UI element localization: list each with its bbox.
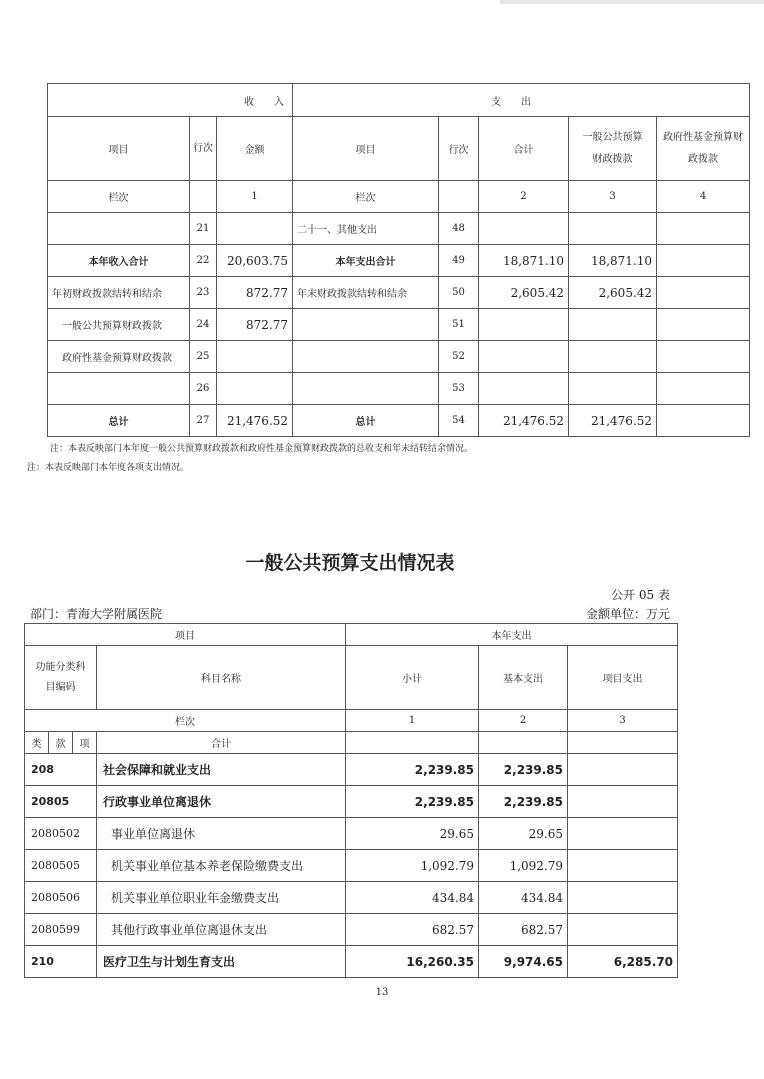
row-basic: 682.57 [479, 914, 568, 946]
row-subtotal: 2,239.85 [346, 786, 479, 818]
col-amount: 金额 [217, 117, 293, 181]
expense-fund [657, 277, 750, 309]
row-name: 机关事业单位职业年金缴费支出 [97, 882, 346, 914]
income-item: 总计 [48, 405, 190, 437]
row-code: 2080506 [25, 882, 97, 914]
expense-general [569, 309, 657, 341]
expense-item: 本年支出合计 [293, 245, 439, 277]
expense-fund [657, 245, 750, 277]
page-title: 一般公共预算支出情况表 [245, 552, 455, 574]
income-line: 23 [190, 277, 217, 309]
note-2: 注：本表反映部门本年度各项支出情况。 [27, 463, 190, 473]
table-row [25, 914, 678, 946]
expense-general: 2,605.42 [569, 277, 657, 309]
header-subtotal: 小计 [346, 646, 479, 710]
top-edge-shade [500, 0, 764, 4]
income-amount: 872.77 [217, 277, 293, 309]
expense-header: 支 出 [293, 84, 750, 117]
row-code: 210 [25, 946, 97, 978]
expense-total: 18,871.10 [479, 245, 569, 277]
lanci-right: 栏次 [293, 181, 439, 213]
table-row [48, 405, 750, 437]
expense-line: 48 [439, 213, 479, 245]
income-line: 21 [190, 213, 217, 245]
row-basic: 2,239.85 [479, 754, 568, 786]
table-row [48, 341, 750, 373]
index-3: 3 [568, 710, 678, 732]
empty-cell [346, 732, 479, 754]
table-row [48, 277, 750, 309]
col-item-right: 项目 [293, 117, 439, 181]
row-basic: 1,092.79 [479, 850, 568, 882]
row-basic: 29.65 [479, 818, 568, 850]
expense-fund [657, 373, 750, 405]
expense-fund [657, 341, 750, 373]
income-item [48, 373, 190, 405]
row-project [568, 914, 678, 946]
index-2: 2 [479, 710, 568, 732]
row-basic: 2,239.85 [479, 786, 568, 818]
empty-cell [479, 732, 568, 754]
row-project: 6,285.70 [568, 946, 678, 978]
income-line: 25 [190, 341, 217, 373]
row-name: 其他行政事业单位离退休支出 [97, 914, 346, 946]
col-item-left: 项目 [48, 117, 190, 181]
row-subtotal: 16,260.35 [346, 946, 479, 978]
row-name: 行政事业单位离退休 [97, 786, 346, 818]
row-name: 社会保障和就业支出 [97, 754, 346, 786]
lanci-row-label: 栏次 [25, 710, 346, 732]
col-line-left: 行次 [190, 117, 217, 181]
expense-fund [657, 213, 750, 245]
row-code: 2080502 [25, 818, 97, 850]
income-amount [217, 213, 293, 245]
expense-item [293, 341, 439, 373]
income-line: 22 [190, 245, 217, 277]
lanci-left: 栏次 [48, 181, 190, 213]
expense-general: 18,871.10 [569, 245, 657, 277]
table-row [48, 245, 750, 277]
income-item: 一般公共预算财政拨款 [48, 309, 190, 341]
row-code: 20805 [25, 786, 97, 818]
col-total: 合计 [479, 117, 569, 181]
header-project: 项目支出 [568, 646, 678, 710]
empty-cell [190, 181, 217, 213]
income-item: 年初财政拨款结转和结余 [48, 277, 190, 309]
header-basic: 基本支出 [479, 646, 568, 710]
row-subtotal: 29.65 [346, 818, 479, 850]
expense-fund [657, 309, 750, 341]
row-project [568, 754, 678, 786]
index-1: 1 [346, 710, 479, 732]
page-number: 13 [375, 987, 389, 998]
header-item: 项目 [25, 624, 346, 646]
col-lei: 类 [25, 732, 49, 754]
income-item: 本年收入合计 [48, 245, 190, 277]
income-amount: 20,603.75 [217, 245, 293, 277]
fiscal-summary-table [47, 83, 750, 437]
expense-general: 21,476.52 [569, 405, 657, 437]
table-row [25, 850, 678, 882]
expense-line: 51 [439, 309, 479, 341]
col-fund-budget: 政府性基金预算财政拨款 [657, 117, 750, 181]
table-row [25, 882, 678, 914]
header-year-expense: 本年支出 [346, 624, 678, 646]
table-row [25, 786, 678, 818]
income-item [48, 213, 190, 245]
index-4: 4 [657, 181, 750, 213]
table-row [48, 213, 750, 245]
expense-line: 49 [439, 245, 479, 277]
income-amount [217, 373, 293, 405]
expense-total: 21,476.52 [479, 405, 569, 437]
row-subtotal: 434.84 [346, 882, 479, 914]
expense-item: 总计 [293, 405, 439, 437]
expense-general [569, 373, 657, 405]
index-1: 1 [217, 181, 293, 213]
empty-cell [439, 181, 479, 213]
row-project [568, 818, 678, 850]
header-name: 科目名称 [97, 646, 346, 710]
table-row [48, 309, 750, 341]
table-row [25, 754, 678, 786]
income-amount [217, 341, 293, 373]
income-header: 收 入 [48, 84, 293, 117]
empty-cell [568, 732, 678, 754]
row-project [568, 850, 678, 882]
expense-fund [657, 405, 750, 437]
row-basic: 434.84 [479, 882, 568, 914]
expense-general [569, 213, 657, 245]
income-line: 26 [190, 373, 217, 405]
expense-total [479, 373, 569, 405]
expense-total [479, 309, 569, 341]
income-line: 24 [190, 309, 217, 341]
form-number: 公开 05 表 [611, 588, 670, 602]
note-1: 注：本表反映部门本年度一般公共预算财政拨款和政府性基金预算财政拨款的总收支和年末结转结余情况。 [50, 444, 474, 454]
expense-total: 2,605.42 [479, 277, 569, 309]
row-subtotal: 682.57 [346, 914, 479, 946]
row-code: 2080599 [25, 914, 97, 946]
row-name: 医疗卫生与计划生育支出 [97, 946, 346, 978]
income-item: 政府性基金预算财政拨款 [48, 341, 190, 373]
expense-total [479, 213, 569, 245]
col-line-right: 行次 [439, 117, 479, 181]
col-kuan: 款 [49, 732, 73, 754]
table-row [25, 946, 678, 978]
income-line: 27 [190, 405, 217, 437]
expense-general [569, 341, 657, 373]
row-code: 2080505 [25, 850, 97, 882]
row-code: 208 [25, 754, 97, 786]
unit-label: 金额单位：万元 [585, 607, 670, 621]
expense-total [479, 341, 569, 373]
col-xiang: 项 [73, 732, 97, 754]
row-name: 机关事业单位基本养老保险缴费支出 [97, 850, 346, 882]
expense-line: 50 [439, 277, 479, 309]
row-project [568, 786, 678, 818]
expense-item: 二十一、其他支出 [293, 213, 439, 245]
expense-line: 54 [439, 405, 479, 437]
row-project [568, 882, 678, 914]
index-3: 3 [569, 181, 657, 213]
income-amount: 21,476.52 [217, 405, 293, 437]
header-code: 功能分类科目编码 [25, 646, 97, 710]
expense-line: 53 [439, 373, 479, 405]
index-2: 2 [479, 181, 569, 213]
expense-line: 52 [439, 341, 479, 373]
expenditure-table [24, 623, 678, 978]
table-row [25, 818, 678, 850]
total-label: 合计 [97, 732, 346, 754]
department-label: 部门：青海大学附属医院 [30, 607, 163, 621]
col-general-budget: 一般公共预算财政拨款 [569, 117, 657, 181]
table-row [48, 373, 750, 405]
row-subtotal: 2,239.85 [346, 754, 479, 786]
row-basic: 9,974.65 [479, 946, 568, 978]
row-subtotal: 1,092.79 [346, 850, 479, 882]
expense-item: 年末财政拨款结转和结余 [293, 277, 439, 309]
expense-item [293, 373, 439, 405]
expense-item [293, 309, 439, 341]
income-amount: 872.77 [217, 309, 293, 341]
row-name: 事业单位离退休 [97, 818, 346, 850]
